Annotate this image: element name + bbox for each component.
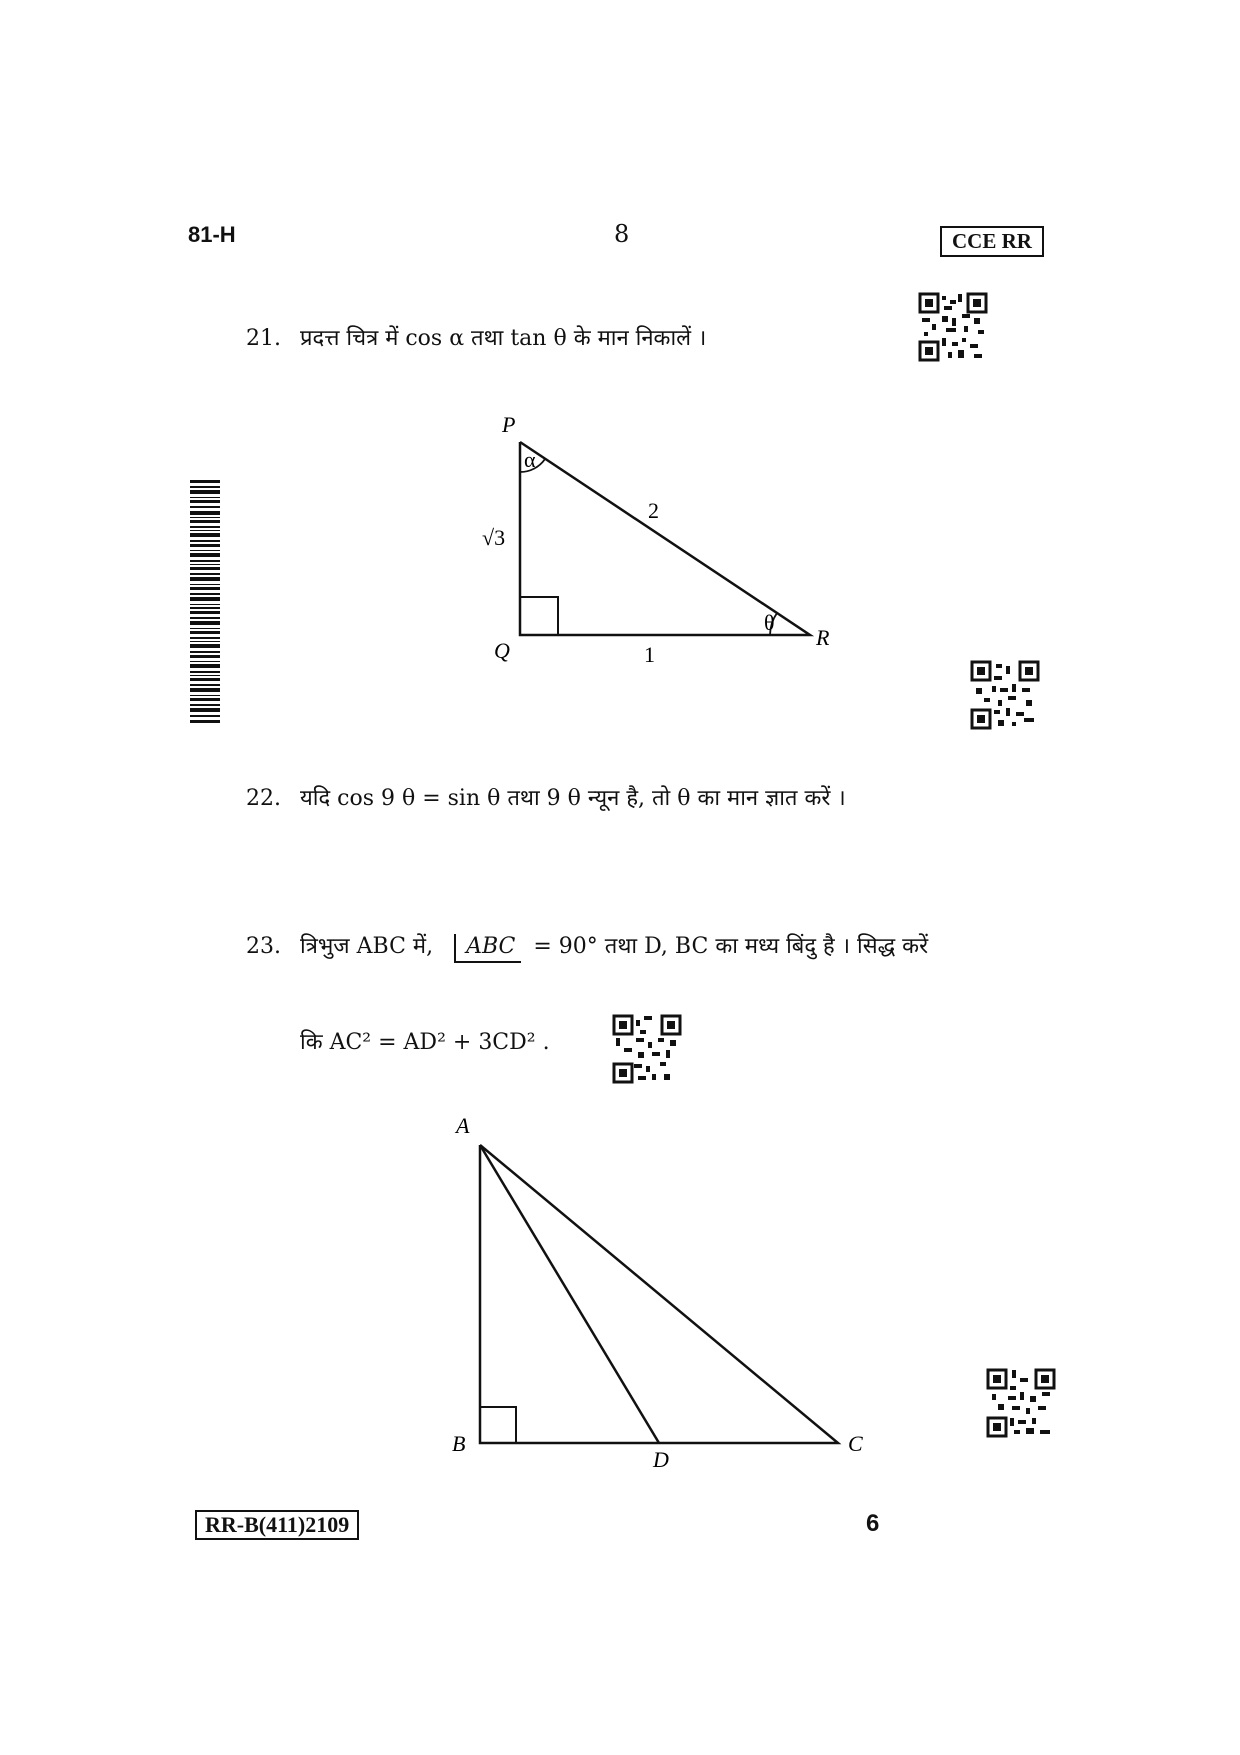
- right-angle-mark: [480, 1407, 516, 1443]
- triangle-abc: [480, 1145, 838, 1443]
- vertex-p-label: P: [502, 412, 516, 437]
- question-text: त्रिभुज ABC में,: [300, 934, 434, 959]
- question-21: [246, 322, 706, 352]
- page-number: 8: [614, 220, 630, 248]
- question-number: 22.: [246, 786, 281, 811]
- side-qr-label: 1: [644, 642, 655, 667]
- side-pr-label: 2: [648, 498, 659, 523]
- triangle-abc-figure: [440, 1110, 880, 1480]
- qr-code-icon: [918, 292, 988, 362]
- vertex-q-label: Q: [494, 638, 510, 663]
- angle-theta-label: θ: [764, 610, 775, 635]
- question-number: 21.: [246, 326, 281, 351]
- vertex-c-label: C: [848, 1431, 863, 1456]
- triangle-pqr: [520, 442, 810, 635]
- question-text: यदि cos 9 θ = sin θ तथा 9 θ न्यून है, तो θ का मान ज्ञात करें ।: [300, 786, 846, 811]
- question-22: [246, 782, 846, 812]
- cce-rr-box: CCE RR: [940, 226, 1044, 257]
- triangle-pqr-figure: [470, 400, 850, 680]
- side-pq-label: √3: [482, 525, 506, 550]
- qr-code-icon: [612, 1014, 682, 1084]
- question-23: [246, 930, 928, 963]
- qr-code-icon: [970, 660, 1040, 730]
- point-d-label: D: [653, 1447, 669, 1472]
- vertex-b-label: B: [452, 1431, 466, 1456]
- paper-code: 81-H: [188, 222, 236, 247]
- angle-abc: ABC: [454, 934, 521, 963]
- footer-code-box: RR-B(411)2109: [195, 1510, 359, 1540]
- vertex-a-label: A: [456, 1113, 470, 1138]
- qr-code-icon: [986, 1368, 1056, 1438]
- sheet-number: 6: [866, 1510, 880, 1537]
- question-text-cont: = 90° तथा D, BC का मध्य बिंदु है । सिद्ध करें: [533, 934, 929, 959]
- question-number: 23.: [246, 934, 281, 959]
- median-ad: [480, 1145, 659, 1443]
- right-angle-mark: [520, 597, 558, 635]
- angle-alpha-label: α: [524, 447, 536, 472]
- question-23-equation: कि AC² = AD² + 3CD² .: [300, 1030, 550, 1055]
- barcode-icon: [190, 480, 220, 725]
- vertex-r-label: R: [816, 625, 830, 650]
- question-text: प्रदत्त चित्र में cos α तथा tan θ के मान निकालें ।: [300, 326, 707, 351]
